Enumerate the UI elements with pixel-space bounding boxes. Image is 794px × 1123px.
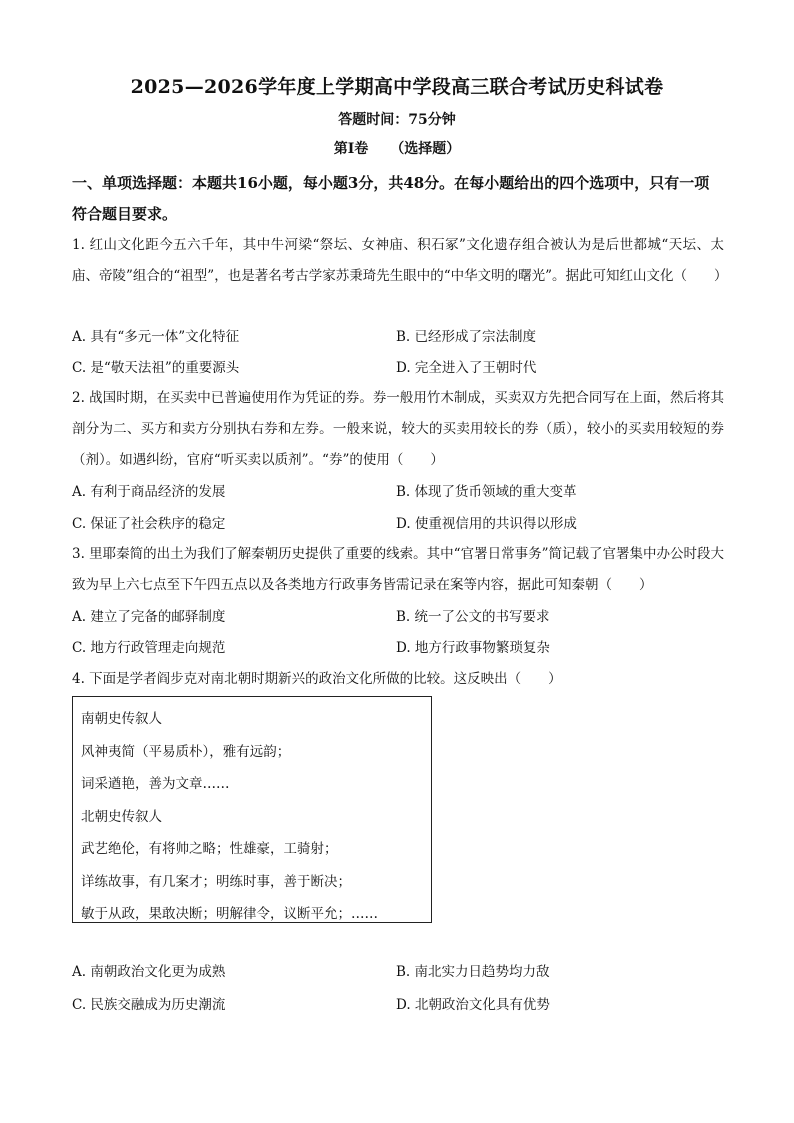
question-2-option-b: B. 体现了货币领域的重大变革	[396, 484, 577, 500]
question-2-stem: 2. 战国时期，在买卖中已普遍使用作为凭证的券。券一般用竹木制成，买卖双方先把合同写在上面，然后将其剖分为二、买方和卖方分别执右券和左券。一般来说，较大的买卖用较长的券（质），较小的买卖用较短的券（剂）。如遇纠纷，官府“听买卖以质剂”。“券”的使用（ ）	[72, 390, 724, 468]
question-2-option-d: D. 使重视信用的共识得以形成	[396, 516, 577, 532]
quote-line: 南朝史传叙人	[81, 711, 162, 727]
question-4-option-d: D. 北朝政治文化具有优势	[396, 997, 550, 1013]
question-1-option-b: B. 已经形成了宗法制度	[396, 329, 537, 345]
question-2-option-c: C. 保证了社会秩序的稳定	[72, 516, 226, 532]
question-4-option-c: C. 民族交融成为历史潮流	[72, 997, 226, 1013]
question-1-option-c: C. 是“敬天法祖”的重要源头	[72, 360, 240, 376]
exam-title: 2025—2026学年度上学期高中学段高三联合考试历史科试卷	[130, 76, 664, 98]
question-2-option-a: A. 有利于商品经济的发展	[72, 484, 226, 500]
question-3-option-c: C. 地方行政管理走向规范	[72, 640, 226, 656]
quote-line: 武艺绝伦，有将帅之略；性雄豪，工骑射；	[81, 841, 338, 857]
question-3-option-d: D. 地方行政事物繁琐复杂	[396, 640, 550, 656]
volume-heading	[0, 138, 794, 158]
question-1-option-a: A. 具有“多元一体”文化特征	[72, 329, 240, 345]
exam-time: 答题时间：75分钟	[338, 112, 456, 128]
quote-line: 敏于从政，果敢决断；明解律令，议断平允；……	[81, 906, 378, 922]
quote-box	[72, 696, 432, 923]
question-4-option-b: B. 南北实力日趋势均力敌	[396, 964, 550, 980]
volume-type: （选择题）	[390, 141, 461, 157]
question-4-stem: 4. 下面是学者阎步克对南北朝时期新兴的政治文化所做的比较。这反映出（ ）	[72, 671, 562, 687]
question-1-stem: 1. 红山文化距今五六千年，其中牛河梁“祭坛、女神庙、积石冢”文化遗存组合被认为是后世都城“天坛、太庙、帝陵”组合的“祖型”，也是著名考古学家苏秉琦先生眼中的“中华文明的曙光”。据此可知红山文化（ ）	[72, 237, 728, 284]
quote-line: 北朝史传叙人	[81, 808, 162, 825]
question-3-option-b: B. 统一了公文的书写要求	[396, 609, 550, 625]
question-3-option-a: A. 建立了完备的邮驿制度	[72, 609, 226, 625]
quote-line: 风神夷简（平易质朴），雅有远韵；	[81, 743, 291, 760]
quote-line: 详练故事，有几案才；明练时事，善于断决；	[81, 873, 351, 890]
volume-label: 第Ⅰ卷	[333, 141, 369, 157]
quote-line: 词采遒艳，善为文章……	[81, 776, 230, 792]
section-instruction: 一、单项选择题：本题共16小题，每小题3分，共48分。在每小题给出的四个选项中，只有一项符合题目要求。	[72, 174, 710, 223]
question-1-option-d: D. 完全进入了王朝时代	[396, 360, 537, 376]
question-4-option-a: A. 南朝政治文化更为成熟	[72, 964, 226, 980]
question-3-stem: 3. 里耶秦简的出土为我们了解秦朝历史提供了重要的线索。其中“官署日常事务”简记载了官署集中办公时段大致为早上六七点至下午四五点以及各类地方行政事务皆需记录在案等内容，据此可知秦朝（ ）	[72, 546, 724, 593]
